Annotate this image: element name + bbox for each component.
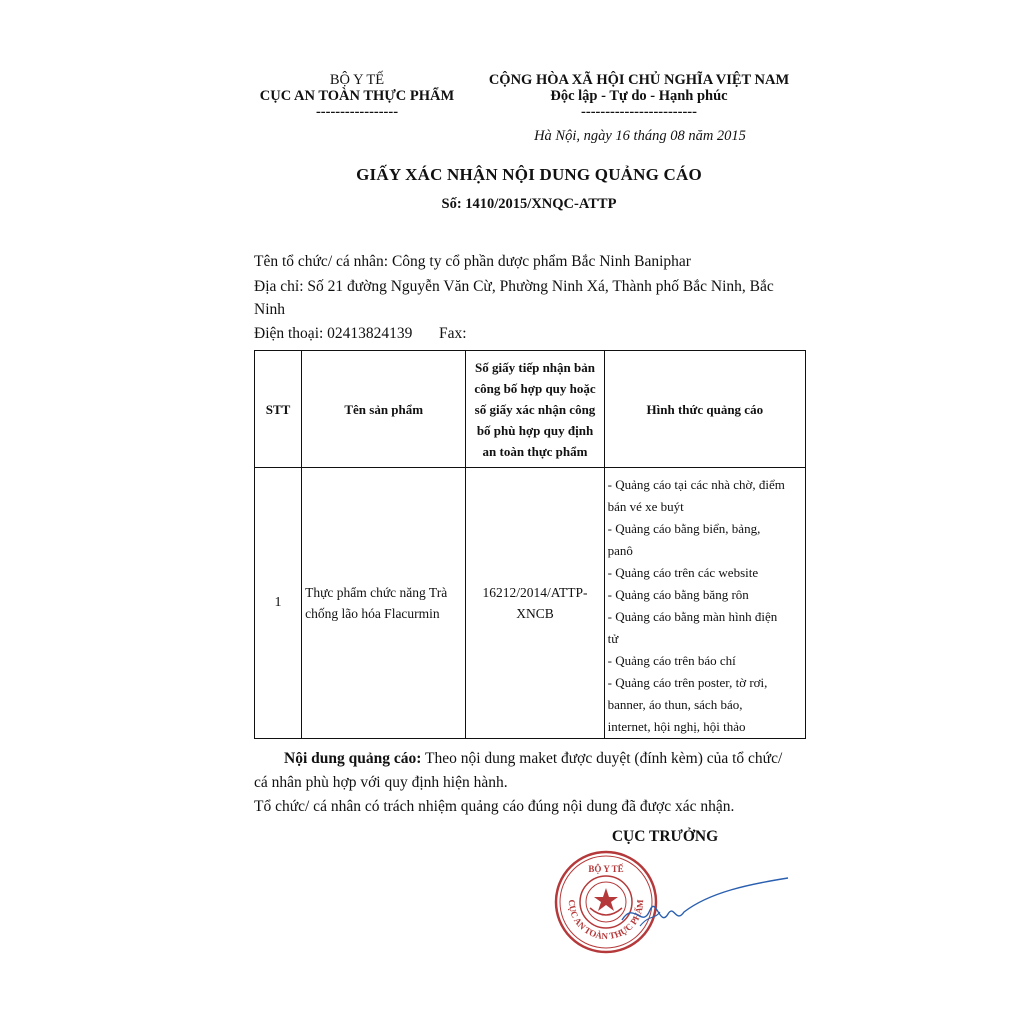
agency-block <box>250 72 464 120</box>
org-fax: Fax: <box>439 325 467 342</box>
content-line2: cá nhân phù hợp với quy định hiện hành. <box>254 774 508 791</box>
list-item: - Quảng cáo bằng biển, bảng, <box>607 521 761 536</box>
list-item: - Quảng cáo tại các nhà chờ, điểm <box>607 477 785 492</box>
header-stt: STT <box>255 351 302 468</box>
content-label: Nội dung quảng cáo: <box>284 750 422 767</box>
list-item: internet, hội nghị, hội thảo <box>607 719 746 734</box>
header-cert-line: Số giấy tiếp nhận bản <box>475 359 595 375</box>
row-product-line: chống lão hóa Flacurmin <box>305 606 440 621</box>
header-cert-line: công bố hợp quy hoặc <box>474 380 596 396</box>
row-certificate <box>466 468 604 739</box>
header-product: Tên sản phẩm <box>302 351 466 468</box>
issue-date: Hà Nội, ngày 16 tháng 08 năm 2015 <box>534 128 746 144</box>
row-stt: 1 <box>255 468 302 739</box>
list-item: tử <box>607 631 619 646</box>
list-item: - Quảng cáo trên báo chí <box>607 653 736 668</box>
header-ad-form: Hình thức quảng cáo <box>604 351 805 468</box>
list-item: banner, áo thun, sách báo, <box>607 697 743 712</box>
signature-mark <box>620 870 790 940</box>
content-text: Theo nội dung maket được duyệt (đính kèm) của tổ chức/ <box>421 750 783 767</box>
svg-text:BỘ Y TẾ: BỘ Y TẾ <box>588 864 624 874</box>
row-cert-line: 16212/2014/ATTP- <box>482 585 588 600</box>
nation-block <box>478 72 800 120</box>
motto-rule: ------------------------ <box>581 104 697 120</box>
signer-title: CỤC TRƯỞNG <box>611 828 719 845</box>
responsibility-note: Tổ chức/ cá nhân có trách nhiệm quảng cáo đúng nội dung đã được xác nhận. <box>254 798 735 815</box>
content-line1 <box>254 747 810 770</box>
row-ad-forms <box>604 468 805 739</box>
header-cert-line: an toàn thực phẩm <box>482 443 588 459</box>
table-row <box>255 468 806 739</box>
list-item: - Quảng cáo trên poster, tờ rơi, <box>607 675 768 690</box>
table-header-row <box>255 351 806 468</box>
nation-name: CỘNG HÒA XÃ HỘI CHỦ NGHĨA VIỆT NAM <box>488 72 790 88</box>
org-name: Tên tổ chức/ cá nhân: Công ty cổ phần dược phẩm Bắc Ninh Baniphar <box>254 253 691 270</box>
list-item: - Quảng cáo bằng màn hình điện <box>607 609 778 624</box>
agency-name: CỤC AN TOÀN THỰC PHẨM <box>259 88 455 104</box>
list-item: - Quảng cáo bằng băng rôn <box>607 587 749 602</box>
agency-rule: ----------------- <box>315 104 399 120</box>
org-phone: Điện thoại: 02413824139 <box>254 325 413 342</box>
svg-text:CỤC AN TOÀN THỰC PHẨM: CỤC AN TOÀN THỰC PHẨM <box>566 899 646 942</box>
row-cert-line: XNCB <box>516 606 554 621</box>
org-address-line2: Ninh <box>254 301 285 318</box>
list-item: panô <box>607 543 633 558</box>
org-address-line1: Địa chỉ: Số 21 đường Nguyễn Văn Cừ, Phường Ninh Xá, Thành phố Bắc Ninh, Bắc <box>254 278 774 295</box>
motto: Độc lập - Tự do - Hạnh phúc <box>550 88 728 104</box>
document-number: Số: 1410/2015/XNQC-ATTP <box>441 196 617 212</box>
agency-parent: BỘ Y TẾ <box>329 72 385 88</box>
header-cert-line: số giấy xác nhận công <box>474 401 596 417</box>
header-cert-line: bố phù hợp quy định <box>476 422 594 438</box>
list-item: - Quảng cáo trên các website <box>607 565 759 580</box>
row-product <box>302 468 466 739</box>
header-certificate <box>466 351 604 468</box>
row-product-line: Thực phẩm chức năng Trà <box>305 585 448 600</box>
document-title: GIẤY XÁC NHẬN NỘI DUNG QUẢNG CÁO <box>356 165 702 184</box>
product-table <box>254 350 806 739</box>
ad-forms-list <box>608 474 802 738</box>
list-item: bán vé xe buýt <box>607 499 684 514</box>
